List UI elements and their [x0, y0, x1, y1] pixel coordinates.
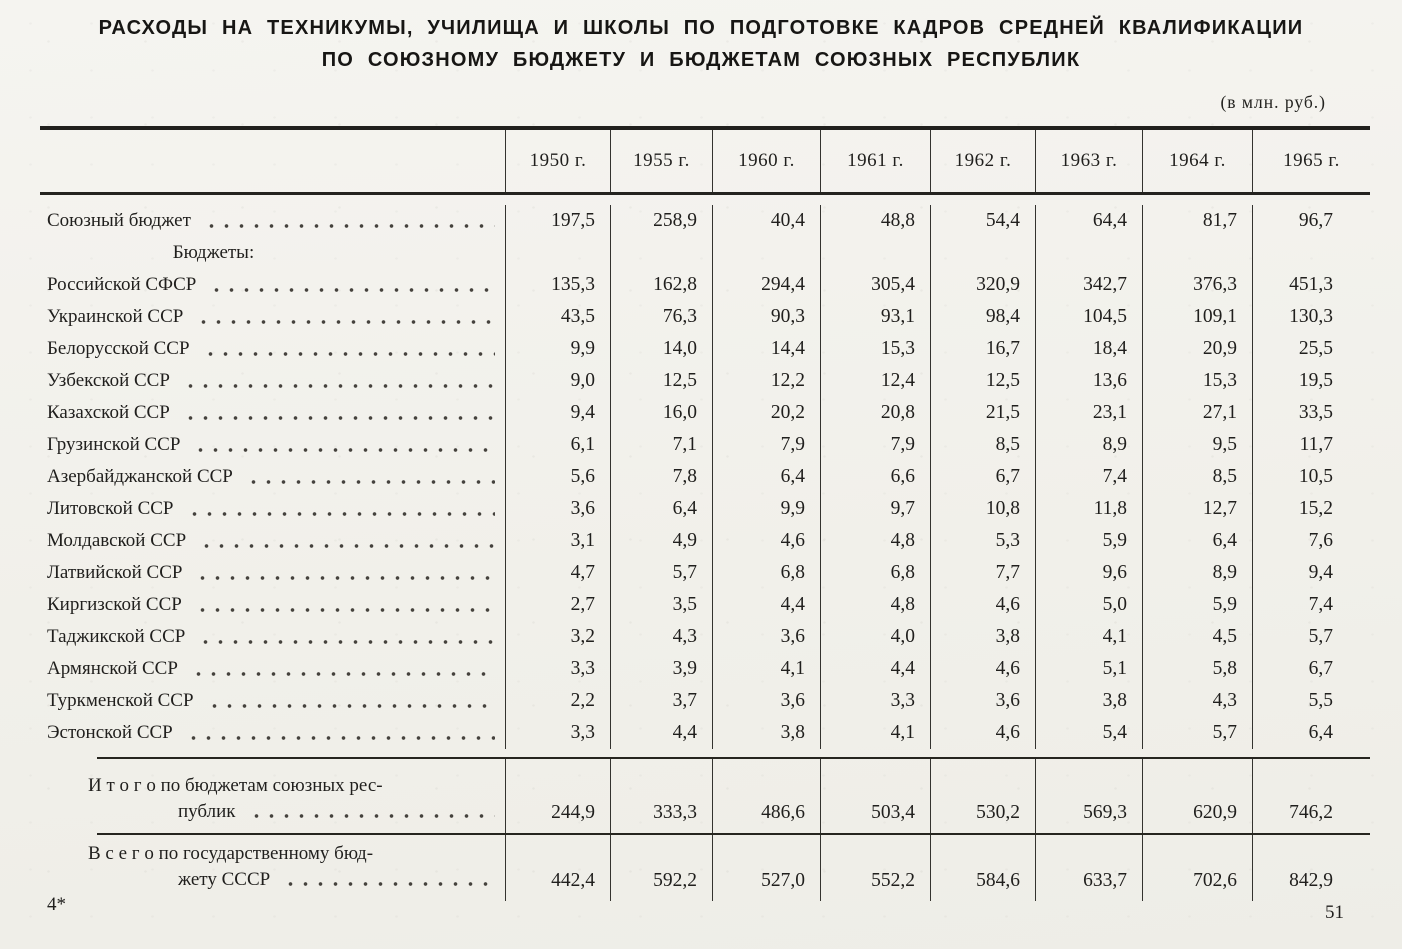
value-cell: 527,0: [712, 835, 820, 901]
unit-note: (в млн. руб.): [1220, 92, 1326, 112]
row-label: Азербайджанской ССР: [47, 466, 233, 487]
value-cell: 25,5: [1252, 333, 1370, 365]
totals-label-line1: В с е г о по государственному бюд-: [88, 843, 374, 864]
value-cell: 9,5: [1142, 429, 1252, 461]
budget-table: [40, 126, 1370, 901]
value-cell: 81,7: [1142, 205, 1252, 237]
dot-leader: [283, 881, 495, 887]
row-label: Молдавской ССР: [47, 530, 187, 551]
value-cell: 27,1: [1142, 397, 1252, 429]
value-cell: 333,3: [610, 759, 712, 833]
column-header: 1963 г.: [1035, 130, 1142, 192]
value-cell: 8,5: [930, 429, 1035, 461]
row-label: Бюджеты:: [172, 242, 255, 263]
value-cell: 3,1: [505, 525, 610, 557]
value-cell: 4,9: [610, 525, 712, 557]
value-cell: 442,4: [505, 835, 610, 901]
dot-leader: [249, 813, 496, 819]
value-cell: 3,3: [820, 685, 930, 717]
table-row: [40, 717, 1370, 749]
value-cell: 503,4: [820, 759, 930, 833]
value-cell: 3,8: [1035, 685, 1142, 717]
value-cell: 9,9: [505, 333, 610, 365]
value-cell: 4,5: [1142, 621, 1252, 653]
dot-leader: [187, 511, 496, 517]
value-cell: 4,8: [820, 589, 930, 621]
value-cell: 33,5: [1252, 397, 1370, 429]
value-cell: 3,2: [505, 621, 610, 653]
value-cell: [930, 237, 1035, 269]
row-label-cell: [40, 237, 505, 269]
value-cell: 842,9: [1252, 835, 1370, 901]
column-header: 1960 г.: [712, 130, 820, 192]
column-header: 1962 г.: [930, 130, 1035, 192]
value-cell: 320,9: [930, 269, 1035, 301]
value-cell: 342,7: [1035, 269, 1142, 301]
value-cell: 6,1: [505, 429, 610, 461]
value-cell: 376,3: [1142, 269, 1252, 301]
row-label-cell: [40, 205, 505, 237]
value-cell: 8,9: [1035, 429, 1142, 461]
value-cell: 3,8: [712, 717, 820, 749]
value-cell: 3,3: [505, 653, 610, 685]
value-cell: 5,6: [505, 461, 610, 493]
dot-leader: [186, 735, 495, 741]
dot-leader: [193, 447, 495, 453]
dot-leader: [191, 671, 495, 677]
column-header: 1965 г.: [1252, 130, 1370, 192]
value-cell: 7,8: [610, 461, 712, 493]
value-cell: 23,1: [1035, 397, 1142, 429]
value-cell: 9,6: [1035, 557, 1142, 589]
value-cell: 5,7: [610, 557, 712, 589]
row-label: Белорусской ССР: [47, 338, 190, 359]
column-header: 1955 г.: [610, 130, 712, 192]
value-cell: 8,9: [1142, 557, 1252, 589]
value-cell: 7,4: [1252, 589, 1370, 621]
value-cell: 4,6: [930, 653, 1035, 685]
totals-label-cell: [40, 759, 505, 833]
value-cell: 3,6: [505, 493, 610, 525]
value-cell: 451,3: [1252, 269, 1370, 301]
value-cell: [712, 237, 820, 269]
table-row: [40, 493, 1370, 525]
value-cell: 7,4: [1035, 461, 1142, 493]
totals-label-line2: публик: [178, 801, 236, 822]
value-cell: 96,7: [1252, 205, 1370, 237]
value-cell: 746,2: [1252, 759, 1370, 833]
value-cell: 20,8: [820, 397, 930, 429]
value-cell: 64,4: [1035, 205, 1142, 237]
page-number: 51: [1325, 902, 1344, 923]
row-label-cell: [40, 365, 505, 397]
value-cell: 3,5: [610, 589, 712, 621]
totals-label-line2-wrap: [88, 867, 505, 893]
value-cell: 569,3: [1035, 759, 1142, 833]
value-cell: 9,0: [505, 365, 610, 397]
value-cell: 6,6: [820, 461, 930, 493]
value-cell: 3,8: [930, 621, 1035, 653]
value-cell: 20,2: [712, 397, 820, 429]
table-row: [40, 301, 1370, 333]
value-cell: 76,3: [610, 301, 712, 333]
value-cell: 9,9: [712, 493, 820, 525]
value-cell: 2,2: [505, 685, 610, 717]
value-cell: 5,1: [1035, 653, 1142, 685]
header-label-cell: [40, 130, 505, 192]
value-cell: 93,1: [820, 301, 930, 333]
value-cell: 9,4: [1252, 557, 1370, 589]
row-label: Туркменской ССР: [47, 690, 194, 711]
value-cell: 9,7: [820, 493, 930, 525]
value-cell: 20,9: [1142, 333, 1252, 365]
totals-label-cell: [40, 835, 505, 901]
value-cell: 11,7: [1252, 429, 1370, 461]
value-cell: 6,4: [712, 461, 820, 493]
value-cell: 21,5: [930, 397, 1035, 429]
value-cell: 6,4: [1252, 717, 1370, 749]
value-cell: 7,1: [610, 429, 712, 461]
value-cell: 486,6: [712, 759, 820, 833]
value-cell: 3,6: [712, 621, 820, 653]
value-cell: 104,5: [1035, 301, 1142, 333]
value-cell: 244,9: [505, 759, 610, 833]
dot-leader: [195, 607, 495, 613]
table-row: [40, 589, 1370, 621]
row-label-cell: [40, 557, 505, 589]
row-label: Российской СФСР: [47, 274, 197, 295]
table-row: [40, 365, 1370, 397]
value-cell: 48,8: [820, 205, 930, 237]
table-row: [40, 525, 1370, 557]
value-cell: 6,7: [1252, 653, 1370, 685]
value-cell: 5,9: [1142, 589, 1252, 621]
value-cell: 15,3: [1142, 365, 1252, 397]
value-cell: 6,8: [820, 557, 930, 589]
dot-leader: [198, 639, 495, 645]
value-cell: 8,5: [1142, 461, 1252, 493]
value-cell: [1142, 237, 1252, 269]
row-label: Казахской ССР: [47, 402, 170, 423]
totals-label-line2: жету СССР: [178, 869, 271, 890]
value-cell: 633,7: [1035, 835, 1142, 901]
value-cell: 11,8: [1035, 493, 1142, 525]
table-row: [40, 333, 1370, 365]
value-cell: 4,3: [1142, 685, 1252, 717]
value-cell: 5,8: [1142, 653, 1252, 685]
row-label: Литовской ССР: [47, 498, 174, 519]
value-cell: 4,1: [820, 717, 930, 749]
value-cell: 7,9: [712, 429, 820, 461]
value-cell: 294,4: [712, 269, 820, 301]
value-cell: 14,4: [712, 333, 820, 365]
table-row: [40, 557, 1370, 589]
row-label: Киргизской ССР: [47, 594, 182, 615]
totals-row-republics: [40, 759, 1370, 833]
value-cell: 7,6: [1252, 525, 1370, 557]
value-cell: 3,3: [505, 717, 610, 749]
row-label: Латвийской ССР: [47, 562, 183, 583]
dot-leader: [246, 479, 495, 485]
value-cell: [820, 237, 930, 269]
row-label-cell: [40, 653, 505, 685]
dot-leader: [209, 287, 495, 293]
value-cell: 16,7: [930, 333, 1035, 365]
value-cell: 4,0: [820, 621, 930, 653]
value-cell: 4,4: [610, 717, 712, 749]
row-label-cell: [40, 685, 505, 717]
value-cell: 620,9: [1142, 759, 1252, 833]
value-cell: 90,3: [712, 301, 820, 333]
value-cell: 6,8: [712, 557, 820, 589]
row-label: Армянской ССР: [47, 658, 178, 679]
value-cell: 6,4: [610, 493, 712, 525]
value-cell: 43,5: [505, 301, 610, 333]
value-cell: 3,6: [712, 685, 820, 717]
value-cell: 12,2: [712, 365, 820, 397]
value-cell: 7,7: [930, 557, 1035, 589]
value-cell: 5,0: [1035, 589, 1142, 621]
value-cell: 162,8: [610, 269, 712, 301]
value-cell: 4,1: [1035, 621, 1142, 653]
value-cell: 130,3: [1252, 301, 1370, 333]
table-row: [40, 429, 1370, 461]
value-cell: 12,5: [930, 365, 1035, 397]
dot-leader: [196, 319, 495, 325]
value-cell: 15,2: [1252, 493, 1370, 525]
value-cell: 12,4: [820, 365, 930, 397]
value-cell: 40,4: [712, 205, 820, 237]
row-label-cell: [40, 493, 505, 525]
value-cell: 4,6: [930, 589, 1035, 621]
row-label-cell: [40, 525, 505, 557]
dot-leader: [183, 415, 495, 421]
value-cell: 12,5: [610, 365, 712, 397]
value-cell: 7,9: [820, 429, 930, 461]
table-row: [40, 269, 1370, 301]
totals-row-state-budget: [40, 835, 1370, 901]
value-cell: 6,4: [1142, 525, 1252, 557]
page-title-line2: ПО СОЮЗНОМУ БЮДЖЕТУ И БЮДЖЕТАМ СОЮЗНЫХ РЕСПУБЛИК: [321, 49, 1081, 71]
table-body: [40, 195, 1370, 757]
column-header: 1964 г.: [1142, 130, 1252, 192]
value-cell: 18,4: [1035, 333, 1142, 365]
row-label-cell: [40, 333, 505, 365]
value-cell: 5,7: [1142, 717, 1252, 749]
row-label-cell: [40, 589, 505, 621]
table-header-row: [40, 130, 1370, 195]
value-cell: 258,9: [610, 205, 712, 237]
row-label: Украинской ССР: [47, 306, 184, 327]
value-cell: 584,6: [930, 835, 1035, 901]
row-label-cell: [40, 717, 505, 749]
totals-label-line2-wrap: [88, 799, 505, 825]
value-cell: [1252, 237, 1370, 269]
value-cell: 98,4: [930, 301, 1035, 333]
value-cell: 4,4: [820, 653, 930, 685]
value-cell: 3,9: [610, 653, 712, 685]
value-cell: 109,1: [1142, 301, 1252, 333]
value-cell: 6,7: [930, 461, 1035, 493]
value-cell: 5,7: [1252, 621, 1370, 653]
totals-label-line1: И т о г о по бюджетам союзных рес-: [88, 775, 383, 796]
dot-leader: [207, 703, 495, 709]
value-cell: 19,5: [1252, 365, 1370, 397]
dot-leader: [195, 575, 495, 581]
row-label: Грузинской ССР: [47, 434, 181, 455]
value-cell: 5,5: [1252, 685, 1370, 717]
value-cell: 2,7: [505, 589, 610, 621]
row-label: Таджикской ССР: [47, 626, 186, 647]
value-cell: 5,9: [1035, 525, 1142, 557]
row-label-cell: [40, 269, 505, 301]
row-label-cell: [40, 301, 505, 333]
value-cell: 13,6: [1035, 365, 1142, 397]
row-label: Союзный бюджет: [47, 210, 191, 231]
value-cell: 135,3: [505, 269, 610, 301]
dot-leader: [203, 351, 495, 357]
value-cell: 12,7: [1142, 493, 1252, 525]
column-header: 1961 г.: [820, 130, 930, 192]
row-label-cell: [40, 397, 505, 429]
value-cell: 5,3: [930, 525, 1035, 557]
value-cell: 197,5: [505, 205, 610, 237]
table-row: [40, 653, 1370, 685]
value-cell: 702,6: [1142, 835, 1252, 901]
value-cell: 4,7: [505, 557, 610, 589]
table-row: [40, 461, 1370, 493]
value-cell: 15,3: [820, 333, 930, 365]
row-label-cell: [40, 461, 505, 493]
value-cell: 9,4: [505, 397, 610, 429]
value-cell: 3,7: [610, 685, 712, 717]
value-cell: 552,2: [820, 835, 930, 901]
page-title-line1: РАСХОДЫ НА ТЕХНИКУМЫ, УЧИЛИЩА И ШКОЛЫ ПО ПОДГОТОВКЕ КАДРОВ СРЕДНЕЙ КВАЛИФИКАЦИИ: [98, 17, 1304, 39]
row-label: Эстонской ССР: [47, 722, 173, 743]
value-cell: [610, 237, 712, 269]
dot-leader: [183, 383, 495, 389]
value-cell: 4,4: [712, 589, 820, 621]
dot-leader: [199, 543, 495, 549]
table-row: [40, 685, 1370, 717]
column-header: 1950 г.: [505, 130, 610, 192]
value-cell: 530,2: [930, 759, 1035, 833]
value-cell: 4,6: [930, 717, 1035, 749]
row-label: Узбекской ССР: [47, 370, 170, 391]
dot-leader: [204, 223, 495, 229]
table-row: [40, 205, 1370, 237]
table-row: [40, 237, 1370, 269]
value-cell: 54,4: [930, 205, 1035, 237]
table-row: [40, 397, 1370, 429]
value-cell: 16,0: [610, 397, 712, 429]
footnote-marker: 4*: [47, 894, 66, 915]
value-cell: [1035, 237, 1142, 269]
value-cell: 4,1: [712, 653, 820, 685]
value-cell: 10,8: [930, 493, 1035, 525]
value-cell: 3,6: [930, 685, 1035, 717]
value-cell: 305,4: [820, 269, 930, 301]
value-cell: 5,4: [1035, 717, 1142, 749]
value-cell: 592,2: [610, 835, 712, 901]
table-row: [40, 621, 1370, 653]
value-cell: 10,5: [1252, 461, 1370, 493]
value-cell: 4,6: [712, 525, 820, 557]
row-label-cell: [40, 621, 505, 653]
value-cell: 4,8: [820, 525, 930, 557]
value-cell: 14,0: [610, 333, 712, 365]
value-cell: [505, 237, 610, 269]
value-cell: 4,3: [610, 621, 712, 653]
row-label-cell: [40, 429, 505, 461]
